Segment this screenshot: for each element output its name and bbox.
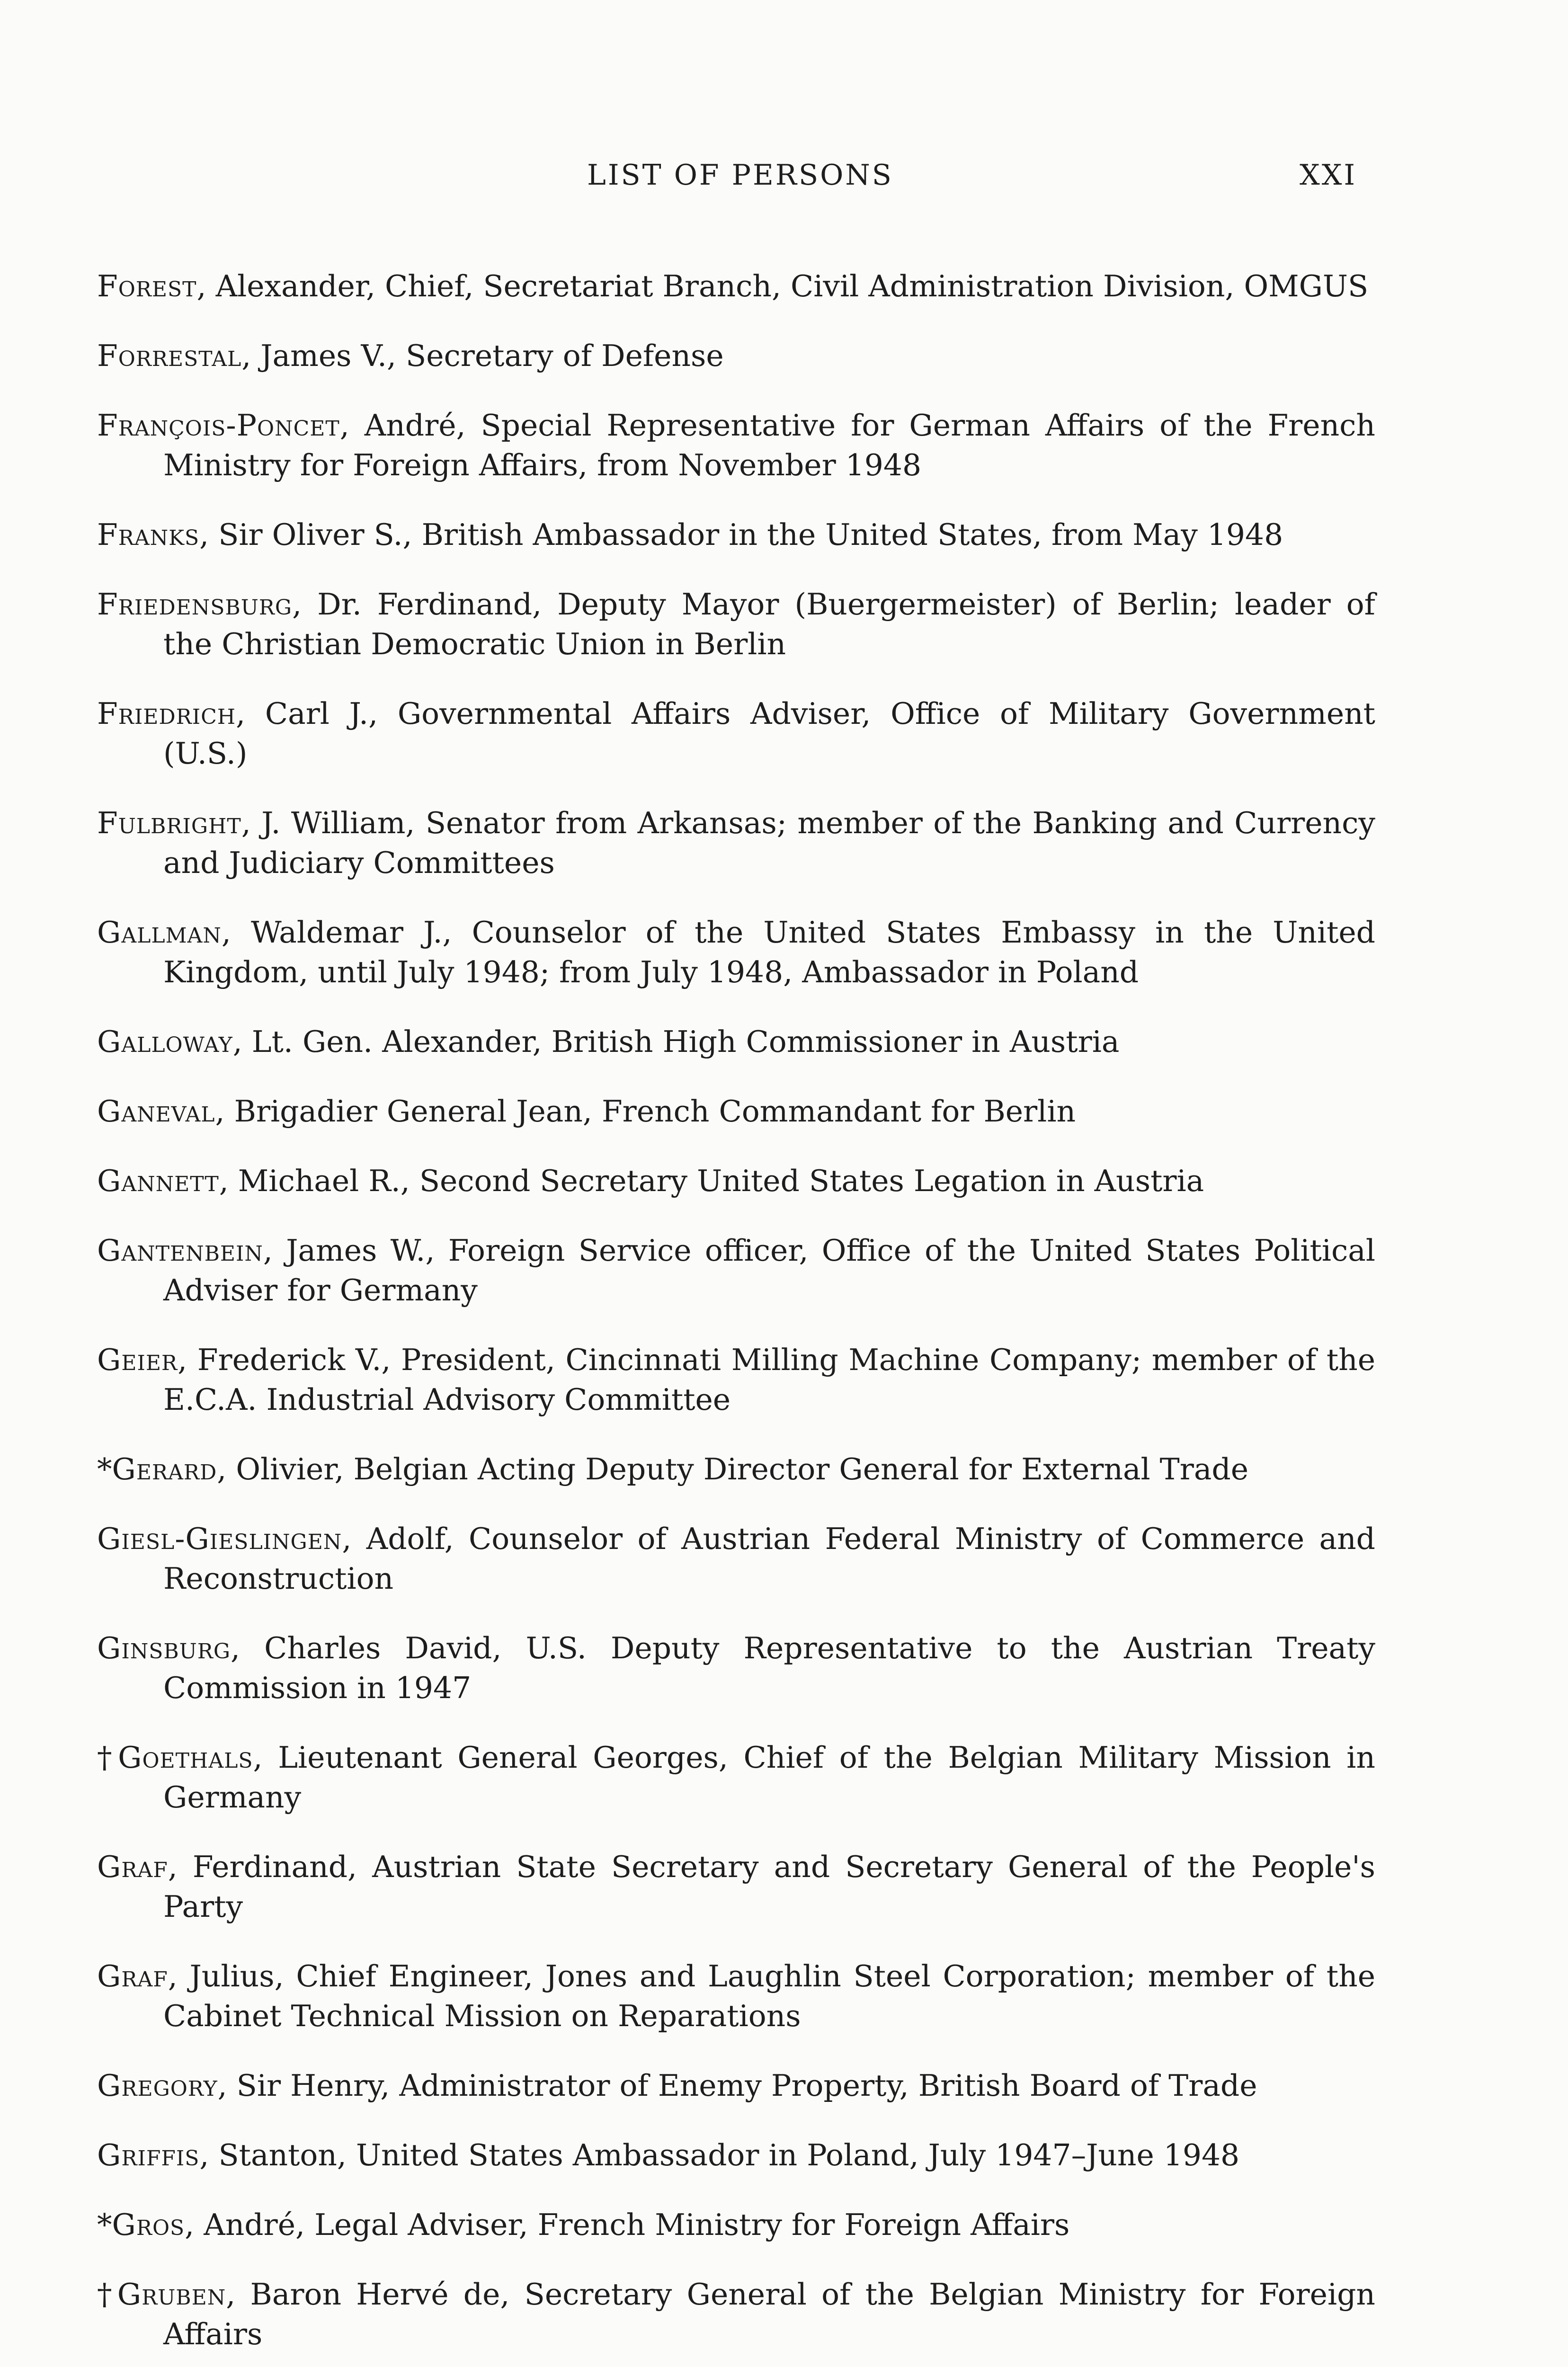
- entry-description: , Alexander, Chief, Secretariat Branch, Civil Administration Division, OMGUS: [196, 269, 1369, 303]
- entry-description: , Julius, Chief Engineer, Jones and Laughlin Steel Corporation; member of the Cabinet Technical Mission on Reparations: [163, 1959, 1375, 2033]
- list-item: [97, 1022, 1375, 1062]
- list-item: [97, 913, 1375, 992]
- entry-surname: Forrestal: [97, 338, 242, 373]
- list-item: [97, 1450, 1375, 1489]
- list-item: [97, 1519, 1375, 1599]
- entry-description: , Brigadier General Jean, French Commandant for Berlin: [215, 1094, 1076, 1129]
- page-title: LIST OF PERSONS: [587, 159, 893, 192]
- entry-description: , Carl J., Governmental Affairs Adviser, Office of Military Government (U.S.): [163, 696, 1375, 771]
- entry-mark: *: [97, 1452, 112, 1486]
- list-item: [97, 1628, 1375, 1708]
- entry-description: , James V., Secretary of Defense: [241, 338, 724, 373]
- entry-description: , Michael R., Second Secretary United States Legation in Austria: [219, 1164, 1204, 1198]
- list-item: [97, 1957, 1375, 2036]
- entry-surname: Galloway: [97, 1024, 233, 1059]
- list-item: [97, 336, 1375, 376]
- entry-surname: Franks: [97, 517, 200, 552]
- entry-description: , Stanton, United States Ambassador in Poland, July 1947–June 1948: [199, 2138, 1240, 2172]
- entry-description: , Lt. Gen. Alexander, British High Commissioner in Austria: [232, 1024, 1120, 1059]
- page-number: XXI: [1300, 159, 1357, 192]
- list-item: [97, 1231, 1375, 1310]
- entry-description: , André, Special Representative for German Affairs of the French Ministry for Foreign Affairs, from November 1948: [163, 408, 1375, 482]
- entry-mark: *: [97, 2207, 112, 2242]
- entry-surname: Giesl-Gieslingen: [97, 1522, 342, 1556]
- entry-description: , James W., Foreign Service officer, Office of the United States Political Adviser for Germany: [163, 1233, 1375, 1308]
- entry-surname: Ganeval: [97, 1094, 215, 1129]
- list-item: [97, 585, 1375, 664]
- entry-surname: Gantenbein: [97, 1233, 263, 1268]
- list-item: [97, 2066, 1375, 2106]
- entry-description: , Dr. Ferdinand, Deputy Mayor (Buergermeister) of Berlin; leader of the Christian Democratic Union in Berlin: [163, 587, 1375, 661]
- entry-surname: Graf: [97, 1850, 168, 1884]
- entry-description: , Baron Hervé de, Secretary General of the Belgian Ministry for Foreign Affairs: [163, 2277, 1376, 2351]
- entry-mark: †: [97, 1740, 118, 1775]
- entry-description: , Sir Henry, Administrator of Enemy Property, British Board of Trade: [217, 2068, 1257, 2103]
- entry-surname: Ginsburg: [97, 1631, 231, 1665]
- entry-description: , André, Legal Adviser, French Ministry for Foreign Affairs: [185, 2207, 1070, 2242]
- list-item: [97, 406, 1375, 485]
- list-item: [97, 694, 1375, 774]
- entry-description: , Adolf, Counselor of Austrian Federal Ministry of Commerce and Reconstruction: [163, 1522, 1375, 1596]
- entry-surname: Griffis: [97, 2138, 200, 2172]
- entry-surname: Gerard: [112, 1452, 217, 1486]
- list-item: [97, 2275, 1375, 2354]
- entry-surname: François-Poncet: [97, 408, 340, 443]
- entry-description: , Lieutenant General Georges, Chief of the Belgian Military Mission in Germany: [163, 1740, 1375, 1815]
- list-item: [97, 2205, 1375, 2245]
- list-item: [97, 1738, 1375, 1817]
- list-item: [97, 803, 1375, 883]
- entry-surname: Fulbright: [97, 806, 241, 840]
- entry-surname: Graf: [97, 1959, 168, 1993]
- entry-description: , J. William, Senator from Arkansas; member of the Banking and Currency and Judiciary Committees: [163, 806, 1375, 880]
- list-item: [97, 1340, 1375, 1420]
- entry-surname: Gruben: [117, 2277, 226, 2312]
- entry-surname: Goethals: [118, 1740, 253, 1775]
- entry-surname: Friedensburg: [97, 587, 293, 622]
- entry-mark: †: [97, 2277, 117, 2312]
- entry-surname: Gallman: [97, 915, 222, 950]
- entry-description: , Charles David, U.S. Deputy Representative to the Austrian Treaty Commission in 1947: [163, 1631, 1375, 1705]
- entry-description: , Waldemar J., Counselor of the United States Embassy in the United Kingdom, until July 1948; from July 1948, Ambassador in Poland: [163, 915, 1375, 989]
- entry-description: , Olivier, Belgian Acting Deputy Director General for External Trade: [217, 1452, 1248, 1486]
- persons-list: [97, 237, 1375, 2367]
- entry-surname: Gannett: [97, 1164, 219, 1198]
- entry-surname: Gros: [112, 2207, 185, 2242]
- entry-surname: Forest: [97, 269, 197, 303]
- entry-description: , Ferdinand, Austrian State Secretary and Secretary General of the People's Party: [163, 1850, 1375, 1924]
- list-item: [97, 1161, 1375, 1201]
- list-item: [97, 1847, 1375, 1927]
- list-item: [97, 1092, 1375, 1131]
- entry-description: , Frederick V., President, Cincinnati Milling Machine Company; member of the E.C.A. Industrial Advisory Committee: [163, 1343, 1375, 1417]
- running-head: [0, 159, 1568, 201]
- list-item: [97, 2136, 1375, 2175]
- list-item: [97, 515, 1375, 555]
- entry-description: , Sir Oliver S., British Ambassador in the United States, from May 1948: [199, 517, 1283, 552]
- entry-surname: Geier: [97, 1343, 178, 1377]
- entry-surname: Gregory: [97, 2068, 218, 2103]
- list-item: [97, 267, 1375, 306]
- entry-surname: Friedrich: [97, 696, 236, 731]
